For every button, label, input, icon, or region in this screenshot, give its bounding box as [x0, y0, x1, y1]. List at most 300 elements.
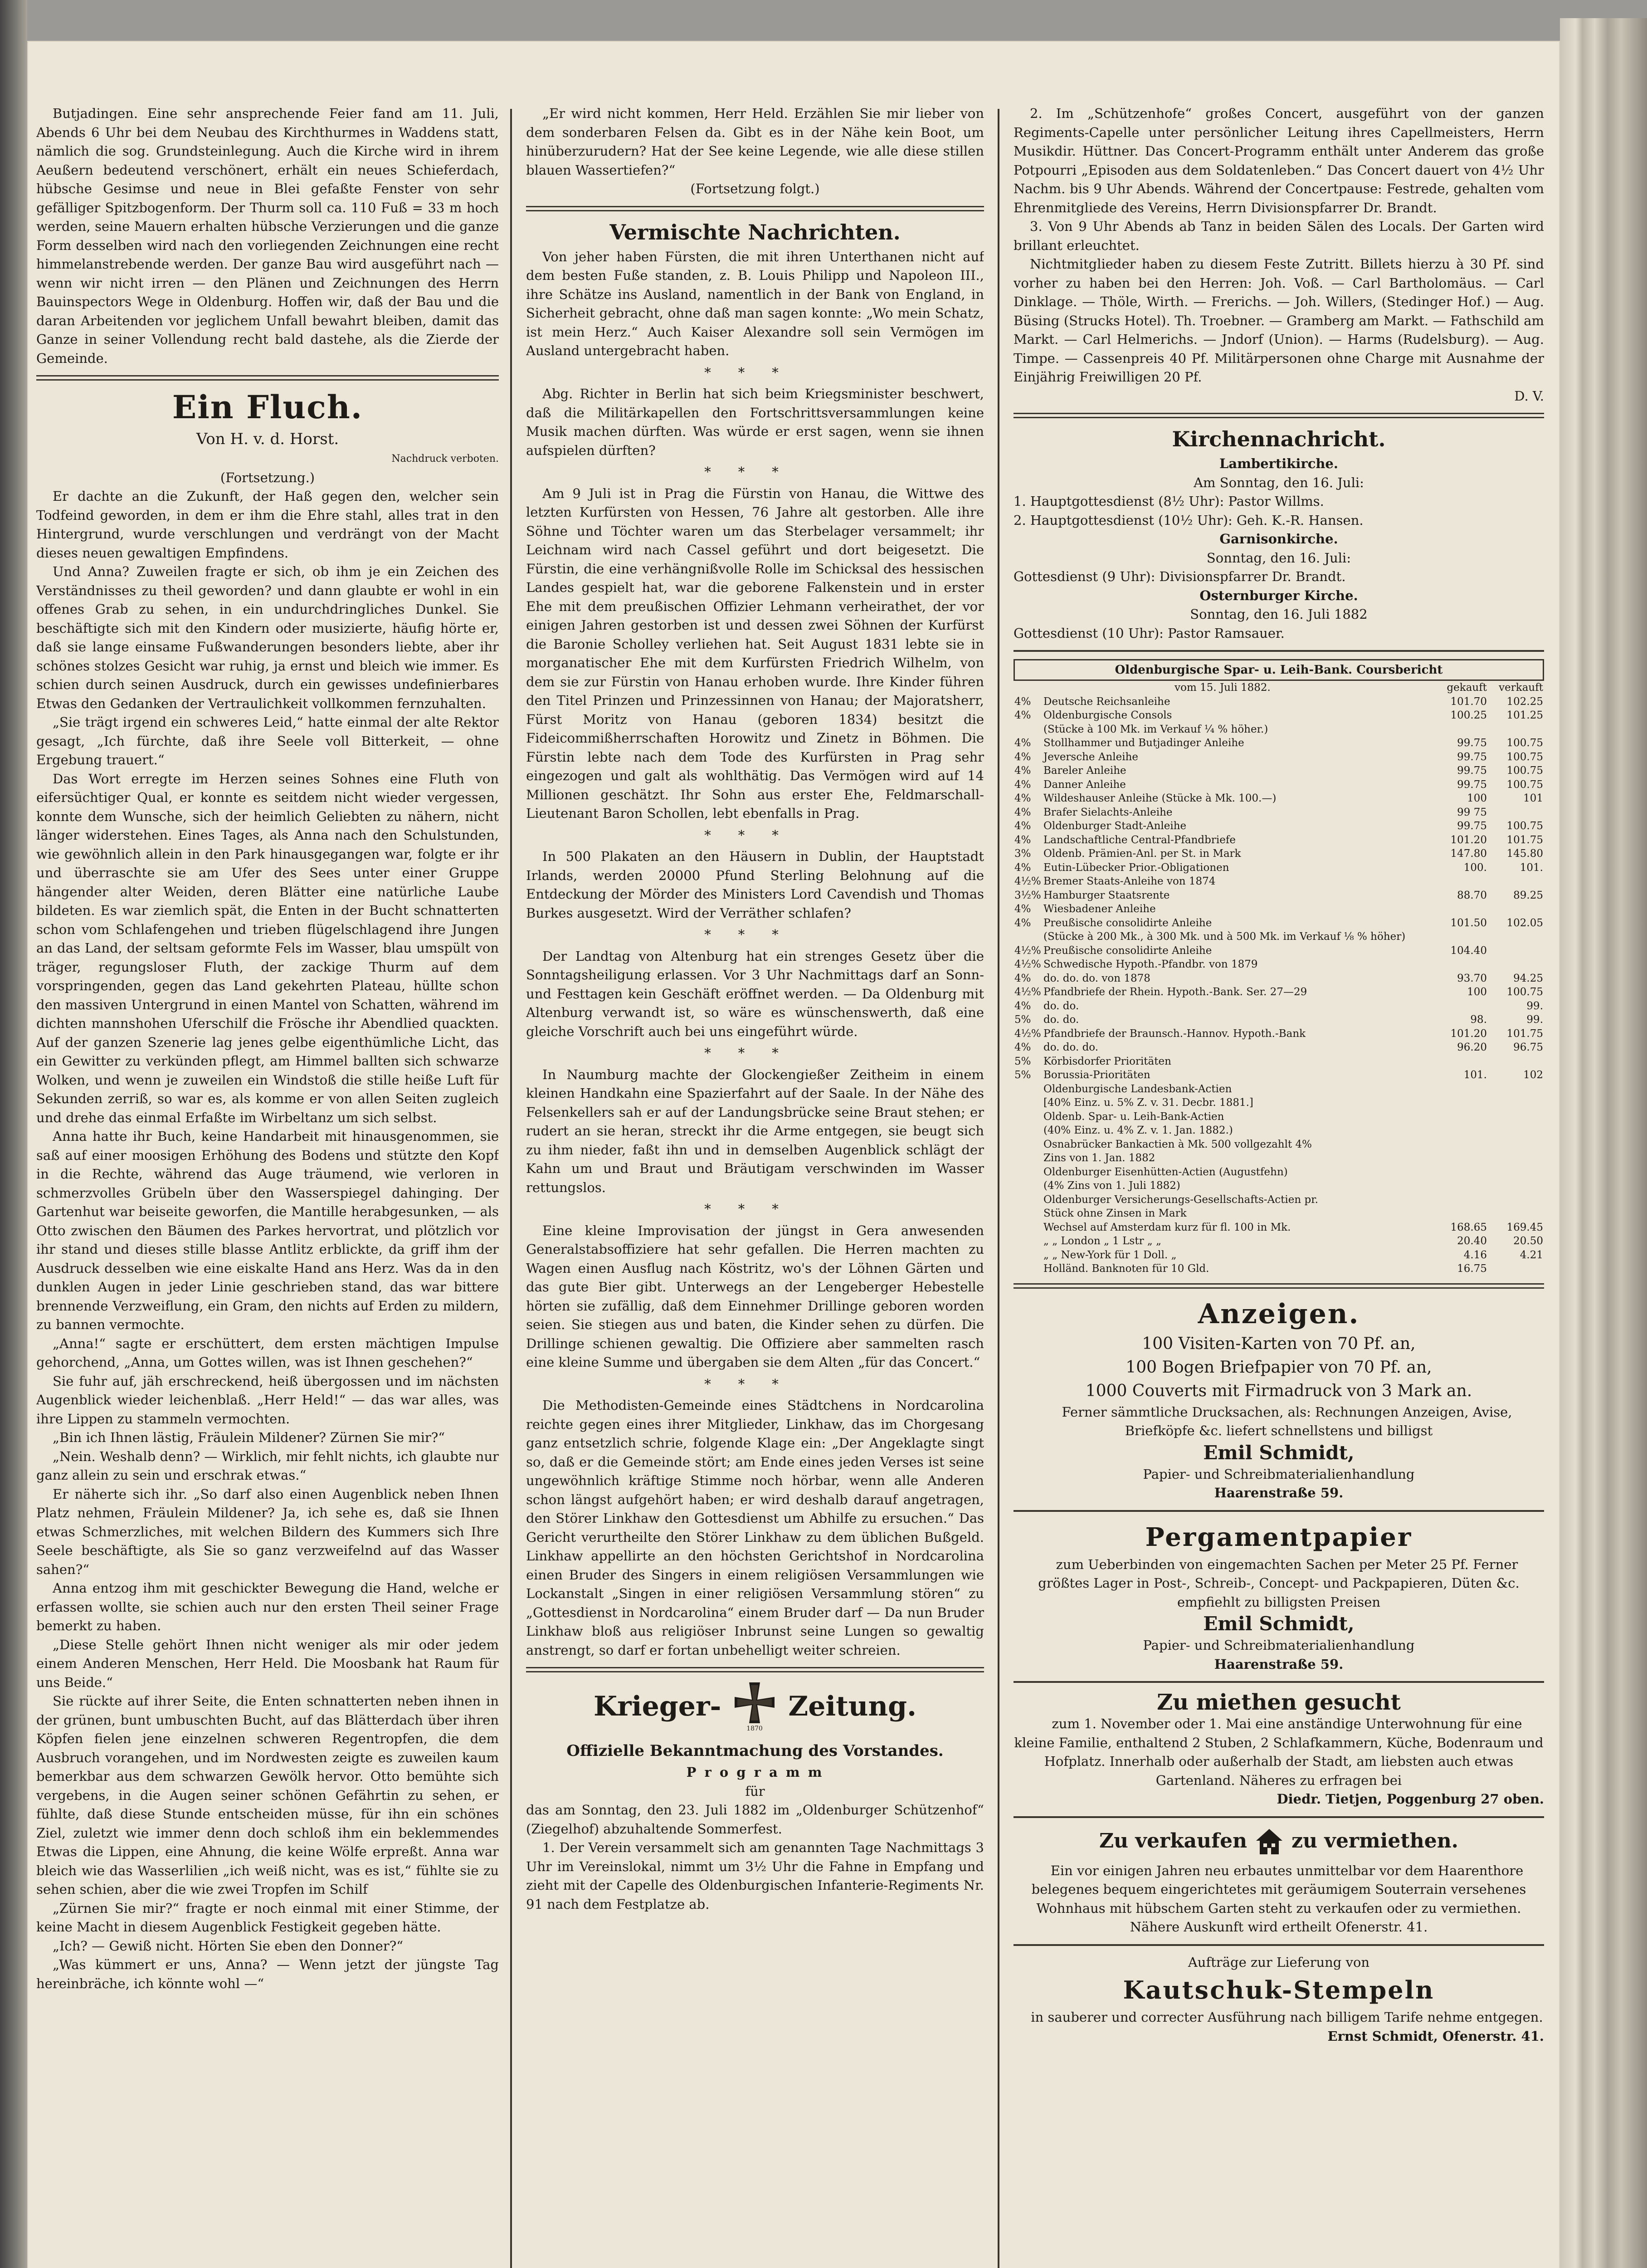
exchange-rate: 4%: [1014, 903, 1031, 915]
exchange-sold: [1488, 806, 1544, 820]
exchange-row: [1014, 1179, 1544, 1193]
exchange-title: (Stücke à 200 Mk., à 300 Mk. und à 500 Mk. im Verkauf ⅛ % höher): [1043, 931, 1406, 943]
exchange-sold: [1488, 1124, 1544, 1138]
separator-stars: ***: [704, 827, 806, 843]
ad-text: zum Ueberbinden von eingemachten Sachen per Meter 25 Pf. Ferner größtes Lager in Post-, Schreib-, Concept- und Packpapieren, Düten &c. empfiehlt zu billigsten Preisen: [1038, 1556, 1520, 1610]
exchange-sold: 102: [1523, 1069, 1543, 1081]
krieger-zeitung-masthead: [526, 1680, 984, 1734]
advertiser-address: Haarenstraße 59.: [1214, 1656, 1344, 1672]
exchange-bought: 100.25: [1450, 709, 1487, 721]
announcement-title: Offizielle Bekanntmachung des Vorstandes.: [566, 1742, 944, 1760]
exchange-bought: 99.75: [1457, 737, 1487, 749]
exchange-sold: [1488, 1096, 1544, 1110]
exchange-sold: 101.25: [1506, 709, 1543, 721]
exchange-rate: 5%: [1014, 1069, 1031, 1081]
exchange-row: [1014, 1262, 1544, 1276]
exchange-sold: 102.05: [1506, 917, 1543, 929]
church-service: Gottesdienst (9 Uhr): Divisionspfarrer Dr. Brandt.: [1014, 569, 1346, 584]
story-title: Ein Fluch.: [172, 388, 363, 426]
exchange-title: [40% Einz. u. 5% Z. v. 31. Decbr. 1881.]: [1043, 1097, 1253, 1109]
exchange-title: Osnabrücker Bankactien à Mk. 500 vollgezahlt 4%: [1043, 1138, 1312, 1150]
ad-pre: Aufträge zur Lieferung von: [1188, 1954, 1370, 1970]
story-body: [36, 487, 499, 1993]
exchange-sold: 145.80: [1506, 848, 1543, 860]
exchange-row: [1014, 1110, 1544, 1124]
exchange-bought: 96.20: [1457, 1041, 1487, 1053]
exchange-row: [1014, 736, 1544, 750]
exchange-row: [1014, 1041, 1544, 1055]
exchange-title: Stück ohne Zinsen in Mark: [1043, 1207, 1187, 1219]
news-item: Eine kleine Improvisation der jüngst in Gera anwesenden Generalstabsoffiziere hat sehr gefallen. Die Herren machten zu Wagen einen Ausflug nach Köstritz, wo's der Löhnen Gärten und das gute Bier gibt. Unterwegs an der Lengeberger Hebestelle hörten sie zufällig, daß dem Einnehmer Drillinge geboren worden seien. Sie stiegen aus und baten, die Kinder sehen zu dürfen. Die Drillinge schienen gewaltig. Die Offiziere aber sammelten rasch eine kleine Summe und übergaben sie dem Alten „für das Concert.“: [526, 1222, 984, 1370]
exchange-row: [1014, 1068, 1544, 1082]
exchange-bought: [1432, 958, 1488, 972]
exchange-rate: 4%: [1014, 806, 1031, 818]
exchange-title: Deutsche Reichsanleihe: [1043, 695, 1170, 708]
exchange-sold: 101.75: [1506, 1027, 1543, 1040]
exchange-title: Eutin-Lübecker Prior.-Obligationen: [1043, 861, 1229, 874]
exchange-rate: [1014, 1262, 1043, 1276]
exchange-row: [1014, 1234, 1544, 1248]
exchange-rate: 4½%: [1014, 986, 1041, 998]
exchange-title: Hamburger Staatsrente: [1043, 889, 1170, 901]
adjacent-page-edge: [0, 0, 27, 2268]
exchange-bought: 101.50: [1450, 917, 1487, 929]
column-2: [526, 104, 984, 2268]
exchange-bought: 4.16: [1463, 1249, 1487, 1261]
divider: [1014, 1681, 1544, 1683]
exchange-sold: 4.21: [1520, 1249, 1543, 1261]
exchange-bought: [1432, 1110, 1488, 1124]
exchange-bought: 20.40: [1457, 1235, 1487, 1247]
exchange-rate: 4%: [1014, 751, 1031, 763]
exchange-sold: 94.25: [1513, 972, 1543, 984]
exchange-sold: 20.50: [1513, 1235, 1543, 1247]
exchange-sold: [1488, 723, 1544, 737]
continuation-note: (Fortsetzung.): [220, 469, 315, 485]
exchange-rate: [1014, 1207, 1043, 1221]
divider: [1014, 1283, 1544, 1289]
ad-text: in sauberer und correcter Ausführung nach billigem Tarife nehme entgegen.: [1031, 2009, 1543, 2025]
exchange-bought: 98.: [1470, 1014, 1487, 1026]
divider: [1014, 1510, 1544, 1512]
ad-title-pergament: Pergamentpapier: [1145, 1522, 1413, 1552]
col-header: verkauft: [1499, 682, 1543, 694]
exchange-row: [1014, 1248, 1544, 1262]
exchange-rate: 4½%: [1014, 875, 1041, 887]
exchange-row: [1014, 806, 1544, 820]
exchange-rate: [1014, 1124, 1043, 1138]
exchange-rate: [1014, 1138, 1043, 1152]
exchange-rate: 4%: [1014, 1000, 1031, 1012]
advertiser-name: Diedr. Tietjen, Poggenburg 27 oben.: [1277, 1791, 1544, 1807]
divider: [1014, 413, 1544, 418]
exchange-rate: 3½%: [1014, 889, 1041, 901]
book-spine-edge: [1560, 18, 1647, 2268]
exchange-date: vom 15. Juli 1882.: [1174, 682, 1271, 694]
exchange-sold: [1488, 930, 1544, 944]
exchange-title: Holländ. Banknoten für 10 Gld.: [1043, 1263, 1209, 1275]
exchange-title: Oldenb. Spar- u. Leih-Bank-Actien: [1043, 1110, 1224, 1123]
exchange-row: [1014, 709, 1544, 723]
sale-rent-heading: [1014, 1825, 1544, 1857]
reprint-note: Nachdruck verboten.: [391, 453, 499, 464]
exchange-row: [1014, 972, 1544, 986]
program-title: P r o g r a m m: [686, 1765, 824, 1780]
exchange-title: Zins von 1. Jan. 1882: [1043, 1152, 1155, 1164]
story-paragraph: Anna hatte ihr Buch, keine Handarbeit mit hinausgenommen, sie saß auf einer moosigen Erhöhung des Bodens und stützte den Kopf in die Rechte, während das Auge träumend, wie verloren in schmerzvolles Grübeln über den Wasserspiegel dahinging. Der Gartenhut war beiseite geworfen, die Mantille herabgesunken, — als Otto zwischen den Bäumen des Parkes hervortrat, und plötzlich vor ihr stand und dieses stille blasse Antlitz erblickte, da griff ihm der Ausdruck desselben wie eine eiskalte Hand ans Herz. Was da in den dunklen Augen in jeder Linie geschrieben stand, das war bittere brennende Verzweiflung, ein Gram, den nichts auf Erden zu mildern, zu bannen vermochte.: [36, 1129, 499, 1332]
exchange-bought: 101.: [1463, 1069, 1487, 1081]
exchange-title: Oldenburger Versicherungs-Gesellschafts-Actien pr.: [1043, 1193, 1318, 1206]
advertiser-name: Emil Schmidt,: [1203, 1613, 1355, 1635]
exchange-title: do. do. do.: [1043, 1041, 1099, 1053]
exchange-row: [1014, 833, 1544, 847]
house-icon: [1253, 1825, 1285, 1857]
exchange-rate: 4%: [1014, 917, 1031, 929]
exchange-bought: [1432, 1138, 1488, 1152]
exchange-sold: [1488, 875, 1544, 889]
ad-text: zum 1. November oder 1. Mai eine anständige Unterwohnung für eine kleine Familie, enthaltend 2 Stuben, 2 Schlafkammern, Küche, Bodenraum und Hofplatz. Innerhalb oder außerhalb der Stadt, am liebsten auch etwas Gartenland. Näheres zu erfragen bei: [1014, 1716, 1544, 1788]
exchange-rate: 4%: [1014, 820, 1031, 832]
story-paragraph: „Nein. Weshalb denn? — Wirklich, mir fehlt nichts, ich glaubte nur ganz allein zu sein und erschrak etwas.“: [36, 1448, 499, 1483]
exchange-rate: 5%: [1014, 1014, 1031, 1026]
divider: [1014, 1816, 1544, 1818]
story-paragraph: Sie fuhr auf, jäh erschreckend, heiß übergossen und im nächsten Augenblick wieder leichenblaß. „Herr Held!“ — das war alles, was ihre Lippen zu stammeln vermochten.: [36, 1373, 499, 1427]
exchange-bought: 147.80: [1450, 848, 1487, 860]
exchange-bought: 93.70: [1457, 972, 1487, 984]
exchange-rate: 4%: [1014, 709, 1031, 721]
news-butjadingen: Butjadingen. Eine sehr ansprechende Feier fand am 11. Juli, Abends 6 Uhr bei dem Neubau des Kirchthurmes in Waddens statt, nämlich die sog. Grundsteinlegung. Auch die Kirche wird in ihrem Aeußern bedeutend verschönert, erhält ein neues Schieferdach, hübsche Gesimse und neue in Blei gefaßte Fenster von sehr gefälliger Spitzbogenform. Der Thurm soll ca. 110 Fuß = 33 m hoch werden, seine Mauern erhalten hübsche Verzierungen und die ganze Form desselben wird nach den vorliegenden Zeichnungen eine recht himmelanstrebende werden. Der ganze Bau wird ausgeführt nach — wenn wir nicht irren — den Plänen und Zeichnungen des Herrn Bauinspectors Wege in Oldenburg. Hoffen wir, daß der Bau und die daran Arbeitenden vor jeglichem Unfall bewahrt bleiben, damit das Ganze in seiner Vollendung recht bald dastehe, als die Zierde der Gemeinde.: [36, 106, 499, 366]
exchange-title: Wechsel auf Amsterdam kurz für fl. 100 in Mk.: [1043, 1221, 1291, 1233]
ad-text: Ein vor einigen Jahren neu erbautes unmittelbar vor dem Haarenthore belegenes bequem eingerichtetes mit geräumigem Souterrain versehenes Wohnhaus mit hübschem Garten steht zu verkaufen oder zu vermiethen. Nähere Auskunft wird ertheilt Ofenerstr. 41.: [1031, 1862, 1526, 1935]
exchange-sold: [1488, 1165, 1544, 1179]
story-paragraph: Und Anna? Zuweilen fragte er sich, ob ihm je ein Zeichen des Verständnisses zu theil geworden? und dann glaubte er wohl in ein offenes Grab zu sehen, in ein undurchdringliches Dunkel. Sie beschäftigte sich mit den Kindern oder musizierte, häufig hörte er, daß sie lange einsame Fußwanderungen besonders liebte, aber ihr schönes stolzes Gesicht war ruhig, ja ernst und bleich wie immer. Es schien durch seinen Ausdruck, durch ein gewisses undefinierbares Etwas den Gedanken der Vertraulichkeit vollkommen fernzuhalten.: [36, 564, 499, 711]
exchange-sold: [1488, 1207, 1544, 1221]
exchange-bought: 99.75: [1457, 751, 1487, 763]
exchange-sold: 100.75: [1506, 737, 1543, 749]
story-paragraph: „Diese Stelle gehört Ihnen nicht weniger als mir oder jedem einem Anderen Menschen, Herr Held. Die Moosbank hat Raum für uns Beide.“: [36, 1637, 499, 1690]
exchange-bought: 88.70: [1457, 889, 1487, 901]
advertiser-address: Haarenstraße 59.: [1214, 1485, 1344, 1501]
exchange-sold: 169.45: [1506, 1221, 1543, 1233]
exchange-bought: 100: [1467, 986, 1487, 998]
exchange-rate: [1014, 1221, 1043, 1235]
divider: [1014, 1944, 1544, 1946]
exchange-bought: 104.40: [1450, 944, 1487, 957]
exchange-bought: [1432, 1055, 1488, 1069]
exchange-table: [1014, 681, 1544, 1276]
exchange-rate: [1014, 1234, 1043, 1248]
church-date: Sonntag, den 16. Juli:: [1206, 550, 1351, 566]
exchange-rows: [1014, 695, 1544, 1276]
exchange-sold: 96.75: [1513, 1041, 1543, 1053]
advertiser-name: Ernst Schmidt, Ofenerstr. 41.: [1327, 2028, 1544, 2044]
exchange-bought: [1432, 1207, 1488, 1221]
news-item: Am 9 Juli ist in Prag die Fürstin von Hanau, die Wittwe des letzten Kurfürsten von Hessen, 76 Jahre alt gestorben. Alle ihre Söhne und Töchter waren um das Sterbelager versammelt; ihr Leichnam wird nach Cassel geführt und dort beigesetzt. Die Fürstin, die eine verhängnißvolle Rolle im Schicksal des hessischen Landes gespielt hat, war die geborene Falkenstein und in erster Ehe mit dem preußischen Offizier Lehmann verheirathet, der vor einigen Jahren gestorben ist und dessen zwei Söhnen der Kurfürst die Baronie Scholley verliehen hat. Seit August 1831 lebte sie in morganatischer Ehe mit dem Kurfürsten Friedrich Wilhelm, von dem sie zur Fürstin von Hanau erhoben wurde. Ihre Kinder führen den Titel Prinzen und Prinzessinnen von Hanau; der Majoratsherr, Fürst Moritz von Hanau (geboren 1834) besitzt die Fideicommißherrschaften Horowitz und Zinetz in Böhmen. Die Fürstin lebte nach dem Tode des Kurfürsten in Prag sehr eingezogen und galt als wohlthätig. Das Vermögen wird auf 14 Millionen geschätzt. Ihr Sohn aus erster Ehe, Feldmarschall-Lieutenant Baron Schollen, lebt ebenfalls in Prag.: [526, 485, 984, 821]
story-author: Von H. v. d. Horst.: [196, 430, 339, 448]
iron-cross-icon: [727, 1680, 782, 1734]
exchange-title: Oldenburger Eisenhütten-Actien (Augustfehn): [1043, 1166, 1288, 1178]
exchange-rate: 4%: [1014, 834, 1031, 846]
separator-stars: ***: [704, 364, 806, 380]
exchange-row: [1014, 861, 1544, 875]
exchange-title: do. do.: [1043, 1000, 1079, 1012]
church-date: Sonntag, den 16. Juli 1882: [1190, 606, 1368, 622]
advertiser-business: Papier- und Schreibmaterialienhandlung: [1143, 1466, 1415, 1482]
exchange-rate: [1014, 1165, 1043, 1179]
church-date: Am Sonntag, den 16. Juli:: [1194, 474, 1364, 490]
story-paragraph: Sie rückte auf ihrer Seite, die Enten schnatterten neben ihnen in der grünen, bunt umbuschten Bucht, auf das Blätterdach über ihren Köpfen fielen jene einzelnen schweren Regentropfen, die dem Ausbruch vorangehen, und im Nordwesten zeigte es zuweilen kaum bemerkbar aus dem schwarzen Gewölk hervor. Otto bemühte sich vergebens, in die Augen seiner schönen Gefährtin zu sehen, er fühlte, daß diese Stunde entscheiden müsse, für ihn ein schönes Ziel, zuletzt wie immer denn doch schloß ihm ein beklemmendes Etwas die Lippen, eine Ahnung, die keine Wölfe erpreßt. Anna war bleich wie das Wasserlilien „ich weiß nicht, was es ist,“ fühlte sie zu sehen schien, aber die wie zwei Tropfen im Schilf: [36, 1693, 499, 1897]
program-for: für: [745, 1783, 765, 1799]
exchange-row: [1014, 902, 1544, 916]
story-paragraph: „Anna!“ sagte er erschüttert, dem ersten mächtigen Impulse gehorchend, „Anna, um Gottes willen, was ist Ihnen geschehen?“: [36, 1335, 499, 1370]
exchange-row: [1014, 1193, 1544, 1207]
exchange-title: Wildeshauser Anleihe (Stücke à Mk. 100.—): [1043, 792, 1277, 804]
exchange-report-title: Oldenburgische Spar- u. Leih-Bank. Coursbericht: [1014, 659, 1544, 681]
program-intro: das am Sonntag, den 23. Juli 1882 im „Oldenburger Schützenhof“ (Ziegelhof) abzuhaltende Sommerfest.: [526, 1802, 984, 1837]
exchange-rate: [1014, 1151, 1043, 1165]
column-rule: [998, 109, 999, 2268]
exchange-title: (Stücke à 100 Mk. im Verkauf ¼ % höher.): [1043, 723, 1268, 735]
ad-line: 100 Bogen Briefpapier von 70 Pf. an,: [1126, 1358, 1432, 1377]
exchange-bought: 99 75: [1457, 806, 1487, 818]
exchange-row: [1014, 916, 1544, 930]
exchange-title: Oldenburger Stadt-Anleihe: [1043, 820, 1187, 832]
exchange-row: [1014, 1055, 1544, 1069]
exchange-bought: 100: [1467, 792, 1487, 804]
exchange-row: [1014, 1221, 1544, 1235]
exchange-title: Pfandbriefe der Braunsch.-Hannov. Hypoth.-Bank: [1043, 1027, 1306, 1040]
exchange-row: [1014, 778, 1544, 792]
exchange-title: „ „ London „ 1 Lstr „ „: [1043, 1235, 1162, 1247]
story-paragraph: „Was kümmert er uns, Anna? — Wenn jetzt der jüngste Tag hereinbräche, ich könnte wohl —“: [36, 1957, 499, 1991]
divider: [526, 1667, 984, 1672]
news-item: Der Landtag von Altenburg hat ein strenges Gesetz über die Sonntagsheiligung erlassen. Vor 3 Uhr Nachmittags darf an Sonn- und Festtagen kein Geschäft eröffnet werden. — Da Oldenburg mit Altenburg verwandt ist, so wäre es wünschenswerth, daß eine gleiche Vorschrift auch bei uns eingeführt würde.: [526, 948, 984, 1039]
exchange-title: Wiesbadener Anleihe: [1043, 903, 1156, 915]
exchange-row: [1014, 847, 1544, 861]
separator-stars: ***: [704, 464, 806, 479]
cross-year: 1870: [746, 1725, 763, 1732]
exchange-bought: [1432, 1082, 1488, 1096]
exchange-bought: 100.: [1463, 861, 1487, 874]
exchange-title: Körbisdorfer Prioritäten: [1043, 1055, 1171, 1067]
exchange-title: Oldenb. Prämien-Anl. per St. in Mark: [1043, 848, 1241, 860]
exchange-sold: [1488, 902, 1544, 916]
exchange-sold: 100.75: [1506, 751, 1543, 763]
story-paragraph: Er näherte sich ihr. „So darf also einen Augenblick neben Ihnen Platz nehmen, Fräulein Mildener? Ja, ich sehe es, daß sie Ihnen etwas Schmerzliches, mit welchen Bildern des Kummers sich Ihre Seele beschäftigte, als Sie so ganz verzweifelnd auf das Wasser sahen?“: [36, 1486, 499, 1577]
exchange-sold: 99.: [1526, 1000, 1543, 1012]
exchange-rate: [1014, 723, 1043, 737]
exchange-title: Oldenburgische Consols: [1043, 709, 1172, 721]
exchange-bought: [1432, 1096, 1488, 1110]
exchange-bought: 99.75: [1457, 820, 1487, 832]
exchange-sold: 89.25: [1513, 889, 1543, 901]
exchange-rate: 4%: [1014, 972, 1031, 984]
col-header: gekauft: [1447, 682, 1487, 694]
story-paragraph: „Bin ich Ihnen lästig, Fräulein Mildener? Zürnen Sie mir?“: [53, 1430, 445, 1445]
exchange-bought: [1432, 1165, 1488, 1179]
exchange-rate: 4%: [1014, 792, 1031, 804]
exchange-sold: [1488, 1179, 1544, 1193]
exchange-row: [1014, 930, 1544, 944]
advertiser-business: Papier- und Schreibmaterialienhandlung: [1143, 1637, 1415, 1653]
church-title: Kirchennachricht.: [1172, 427, 1386, 451]
story-paragraph: „Ich? — Gewiß nicht. Hörten Sie eben den Donner?“: [53, 1938, 404, 1954]
exchange-rate: [1014, 1193, 1043, 1207]
exchange-rate: [1014, 1179, 1043, 1193]
exchange-title: Brafer Sielachts-Anleihe: [1043, 806, 1173, 818]
story-paragraph: Anna entzog ihm mit geschickter Bewegung die Hand, welche er erfassen wollte, sie schien auch nur den ersten Theil seiner Frage bemerkt zu haben.: [36, 1580, 499, 1633]
divider: [1014, 650, 1544, 652]
exchange-bought: 101.70: [1450, 695, 1487, 708]
continuation-note: (Fortsetzung folgt.): [690, 181, 820, 196]
separator-stars: ***: [704, 1376, 806, 1392]
exchange-sold: [1488, 1138, 1544, 1152]
exchange-sold: 100.75: [1506, 765, 1543, 777]
exchange-bought: 99.75: [1457, 778, 1487, 791]
story-paragraph: Das Wort erregte im Herzen seines Sohnes eine Fluth von eifersüchtiger Qual, er konnte es seitdem nicht wieder vergessen, konnte dem Wunsche, sich der heimlich Geliebten zu nähern, nicht länger widerstehen. Eines Tages, als Anna nach den Schulstunden, wie gewöhnlich allein in den Park hinausgegangen war, folgte er ihr und überraschte sie am Ufer des Sees unter einer Gruppe hängender alter Weiden, deren Blätter eine natürliche Laube bildeten. Es war ziemlich spät, die Enten in der Bucht schnatterten schon vom Schlafengehen und trieben flügelschlagend ihre Jungen an das Land, der seltsam geformte Fels im Wasser, blau umspült von träger, regungsloser Fluth, der zackige Thurm auf dem vorspringenden, gegen das Land gekehrten Plateau, hüllte schon den massiven Untergrund in einen Mantel von Schatten, während im dichten mannshohen Uferschilf die Frösche ihr Abendlied quackten. Auf der ganzen Szenerie lag jenes gelbe eigenthümliche Licht, das ein Gewitter zu verkünden pflegt, am Himmel ballten sich schwarze Wolken, und wenn je zuweilen ein Windstoß die stille heiße Luft für Sekunden zerriß, so war es, als komme er von allen Seiten zugleich und drehe das einmal Erfaßte im Wirbeltanz um sich selbst.: [36, 771, 499, 1125]
story-paragraph: „Zürnen Sie mir?“ fragte er noch einmal mit einer Stimme, der keine Macht in diesem Augenblick Festigkeit gegeben hätte.: [36, 1900, 499, 1935]
exchange-rate: [1014, 1082, 1043, 1096]
exchange-sold: [1488, 1262, 1544, 1276]
column-3: [1014, 104, 1544, 2268]
exchange-row: [1014, 1207, 1544, 1221]
exchange-rate: 4½%: [1014, 1027, 1041, 1040]
ad-title-rent: Zu miethen gesucht: [1157, 1690, 1401, 1715]
exchange-rate: 4%: [1014, 1041, 1031, 1053]
exchange-title: (40% Einz. u. 4% Z. v. 1. Jan. 1882.): [1043, 1124, 1233, 1136]
exchange-row: [1014, 1165, 1544, 1179]
column-1: [36, 104, 499, 2268]
ad-line: 100 Visiten-Karten von 70 Pf. an,: [1142, 1334, 1416, 1353]
exchange-bought: [1432, 902, 1488, 916]
exchange-bought: 101.20: [1450, 834, 1487, 846]
program-item: 3. Von 9 Uhr Abends ab Tanz in beiden Sälen des Locals. Der Garten wird brillant erleuchtet.: [1014, 219, 1544, 253]
exchange-bought: [1432, 1151, 1488, 1165]
section-title: Vermischte Nachrichten.: [609, 220, 901, 244]
sale-heading: Zu verkaufen: [1099, 1829, 1247, 1853]
exchange-bought: [1432, 875, 1488, 889]
exchange-sold: [1488, 1082, 1544, 1096]
church-name: Garnisonkirche.: [1219, 531, 1338, 547]
signature: D. V.: [1514, 388, 1544, 404]
story-paragraph: Er dachte an die Zukunft, der Haß gegen den, welcher sein Todfeind geworden, in dem er ihm die Ehre stahl, alles trat in den Hintergrund, wurde verschlungen und verdrängt von der Macht dieses neuen gewaltigen Empfindens.: [36, 489, 499, 561]
exchange-title: Jeversche Anleihe: [1043, 751, 1139, 763]
exchange-sold: 101: [1523, 792, 1543, 804]
exchange-title: do. do.: [1043, 1014, 1079, 1026]
news-item: In Naumburg machte der Glockengießer Zeitheim in einem kleinen Handkahn eine Spazierfahrt auf der Saale. In der Nähe des Felsenkellers sah er auf der Landungsbrücke seine Braut stehen; er rudert an sie heran, streckt ihr die Arme entgegen, sie beugt sich zu ihm nieder, faßt ihn und in demselben Augenblick schlägt der Kahn um und Braut und Bräutigam verschwinden im Wasser rettungslos.: [526, 1066, 984, 1195]
exchange-sold: 100.75: [1506, 986, 1543, 998]
exchange-row: [1014, 750, 1544, 764]
exchange-title: Schwedische Hypoth.-Pfandbr. von 1879: [1043, 958, 1258, 970]
church-service: 2. Hauptgottesdienst (10½ Uhr): Geh. K.-R. Hansen.: [1014, 512, 1364, 528]
exchange-title: Oldenburgische Landesbank-Actien: [1043, 1083, 1232, 1095]
divider: [36, 375, 499, 381]
advertiser-name: Emil Schmidt,: [1203, 1441, 1355, 1464]
exchange-title: „ „ New-York für 1 Doll. „: [1043, 1249, 1177, 1261]
story-paragraph: „Er wird nicht kommen, Herr Held. Erzählen Sie mir lieber von dem sonderbaren Felsen da. Gibt es in der Nähe kein Boot, um hinüberzurudern? Hat der See keine Legende, wie alle diese stillen blauen Wassertiefen?“: [526, 106, 984, 178]
exchange-bought: 168.65: [1450, 1221, 1487, 1233]
exchange-row: [1014, 1027, 1544, 1041]
exchange-bought: [1432, 1193, 1488, 1207]
masthead-right: Zeitung.: [788, 1691, 916, 1723]
program-item: Nichtmitglieder haben zu diesem Feste Zutritt. Billets hierzu à 30 Pf. sind vorher zu haben bei den Herren: Joh. Voß. — Carl Bartholomäus. — Carl Dinklage. — Thöle, Wirth. — Frerichs. — Joh. Willers, (Stedinger Hof.) — Aug. Büsing (Strucks Hotel). Th. Troebner. — Gramberg am Markt. — Fathschild am Markt. — Carl Helmerichs. — Jndorf (Union). — Harms (Rudelsburg). — Aug. Timpe. — Cassenpreis 40 Pf. Militärpersonen ohne Charge mit Ausnahme der Einjährig Freiwilligen 20 Pf.: [1014, 256, 1544, 385]
exchange-title: Preußische consolidirte Anleihe: [1043, 917, 1212, 929]
exchange-title: Landschaftliche Central-Pfandbriefe: [1043, 834, 1236, 846]
exchange-sold: [1488, 1055, 1544, 1069]
exchange-row: [1014, 695, 1544, 709]
masthead-left: Krieger-: [594, 1691, 721, 1723]
ad-line: 1000 Couverts mit Firmadruck von 3 Mark an.: [1085, 1381, 1472, 1400]
exchange-bought: [1432, 999, 1488, 1013]
news-item: In 500 Plakaten an den Häusern in Dublin, der Hauptstadt Irlands, werden 20000 Pfund Sterling Belohnung auf die Entdeckung der Mörder des Ministers Lord Cavendish und Thomas Burkes ausgesetzt. Wird der Verräther schlafen?: [526, 849, 984, 921]
exchange-sold: [1488, 958, 1544, 972]
exchange-row: [1014, 792, 1544, 806]
exchange-rate: 4½%: [1014, 944, 1041, 957]
exchange-bought: 101.20: [1450, 1027, 1487, 1040]
newspaper-page: [27, 41, 1560, 2268]
ad-text: Ferner sämmtliche Drucksachen, als: Rechnungen Anzeigen, Avise, Briefköpfe &c. liefert schnellstens und billigst: [1062, 1404, 1512, 1438]
exchange-title: Preußische consolidirte Anleihe: [1043, 944, 1212, 957]
exchange-title: (4% Zins von 1. Juli 1882): [1043, 1180, 1180, 1192]
exchange-rate: 4%: [1014, 861, 1031, 874]
exchange-row: [1014, 764, 1544, 778]
exchange-bought: 16.75: [1457, 1263, 1487, 1275]
exchange-rate: [1014, 930, 1043, 944]
exchange-rate: [1014, 1248, 1043, 1262]
exchange-row: [1014, 875, 1544, 889]
exchange-bought: [1432, 723, 1488, 737]
church-service: 1. Hauptgottesdienst (8½ Uhr): Pastor Willms.: [1014, 494, 1324, 509]
exchange-sold: [1488, 1110, 1544, 1124]
exchange-row: [1014, 889, 1544, 903]
separator-stars: ***: [704, 1201, 806, 1217]
exchange-bought: [1432, 1124, 1488, 1138]
exchange-row: [1014, 1151, 1544, 1165]
exchange-bought: 99.75: [1457, 765, 1487, 777]
exchange-sold: 101.75: [1506, 834, 1543, 846]
exchange-sold: [1488, 944, 1544, 958]
exchange-rate: 3%: [1014, 848, 1031, 860]
exchange-sold: [1488, 1151, 1544, 1165]
exchange-row: [1014, 1096, 1544, 1110]
exchange-row: [1014, 985, 1544, 999]
exchange-row: [1014, 999, 1544, 1013]
exchange-rate: [1014, 1110, 1043, 1124]
program-item: 2. Im „Schützenhofe“ großes Concert, ausgeführt von der ganzen Regiments-Capelle unter persönlicher Leitung ihres Capellmeisters, Herrn Musikdir. Hüttner. Das Concert-Programm enthält unter Anderem das große Potpourri „Episoden aus dem Soldatenleben.“ Das Concert dauert von 4½ Uhr Nachm. bis 9 Uhr Abends. Während der Concertpause: Festrede, gehalten vom Ehrenmitgliede des Vereins, Herrn Divisionspfarrer Dr. Brandt.: [1014, 106, 1544, 215]
exchange-title: Danner Anleihe: [1043, 778, 1126, 791]
story-paragraph: „Sie trägt irgend ein schweres Leid,“ hatte einmal der alte Rektor gesagt, „Ich fürchte, daß ihre Seele voll Bitterkeit, — ohne Ergebung trauert.“: [36, 714, 499, 767]
exchange-rate: [1014, 1096, 1043, 1110]
exchange-title: Borussia-Prioritäten: [1043, 1069, 1150, 1081]
exchange-rate: 4½%: [1014, 958, 1041, 970]
exchange-title: Pfandbriefe der Rhein. Hypoth.-Bank. Ser. 27—29: [1043, 986, 1307, 998]
exchange-rate: 4%: [1014, 737, 1031, 749]
church-name: Osternburger Kirche.: [1199, 587, 1358, 603]
divider: [526, 206, 984, 211]
exchange-row: [1014, 1138, 1544, 1152]
exchange-bought: [1432, 930, 1488, 944]
exchange-title: Bremer Staats-Anleihe von 1874: [1043, 875, 1216, 887]
exchange-rate: 4%: [1014, 778, 1031, 791]
exchange-rate: 4%: [1014, 765, 1031, 777]
separator-stars: ***: [704, 927, 806, 942]
news-item: Abg. Richter in Berlin hat sich beim Kriegsminister beschwert, daß die Militärkapellen den Fortschrittsversammlungen keine Musik machen dürften. Was würde er erst sagen, wenn sie ihnen aufspielen dürften?: [526, 386, 984, 458]
exchange-row: [1014, 944, 1544, 958]
exchange-row: [1014, 958, 1544, 972]
exchange-bought: [1432, 1179, 1488, 1193]
exchange-sold: [1488, 1193, 1544, 1207]
exchange-title: Bareler Anleihe: [1043, 765, 1126, 777]
